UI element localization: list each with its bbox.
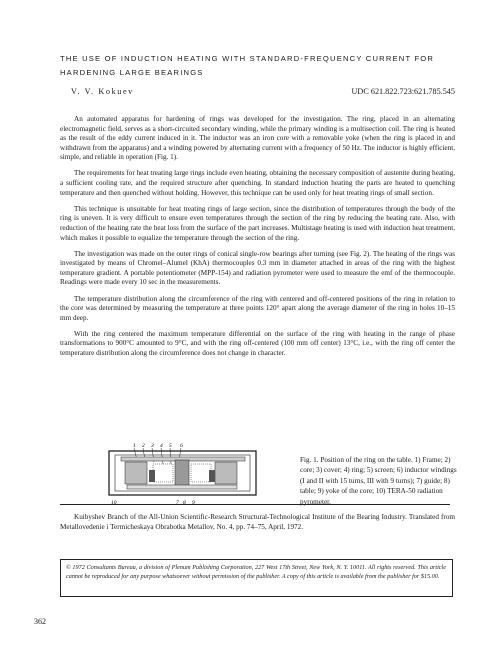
paragraph: This technique is unsuitable for heat treating rings of large section, since the distribution of temperatures through the body of the ring is uneven. It is very difficult to ensure even temperatures through the section of the ring by reducing the heating rate. Also, with reduction of the heating rate the heat loss from the surface of the part increases. Multistage heating is used with induction heat treatment, which makes it possible to equalize the temperature through the section of the ring. [60, 204, 455, 242]
paragraph: With the ring centered the maximum temperature differential on the surface of the ring with heating in the range of phase transformations to 900°C amounted to 9°C, and with the ring off-centered (100 mm off center) 13°C, i.e., with the ring off center the temperature distribution along the circumference does not change in character. [60, 329, 455, 357]
yoke [175, 460, 189, 487]
core-right [215, 462, 237, 484]
paragraph: The investigation was made on the outer rings of conical single-row bearings after turning (see Fig. 2). The heating of the rings was investigated by means of Chromel–Alumel (KhA) thermocouples 0.3 mm in diameter attached in areas of the ring with the highest temperature gradient. A portable potentiometer (MPP-154) and radiation pyrometer were used to measure the emf of the thermocouple. Readings were made every 10 sec in the measurements. [60, 249, 455, 287]
core-left [125, 462, 147, 484]
article-title: THE USE OF INDUCTION HEATING WITH STANDARD-FREQUENCY CURRENT FOR HARDENING LARGE BEARINGS [60, 54, 435, 77]
figure-caption: Fig. 1. Position of the ring on the table. 1) Frame; 2) core; 3) cover; 4) ring; 5) screen; 6) inductor windings (I and II with 15 turns, III with 9 turns); 7) guide; 8) table; 9) yoke of the core; 10) TERA-50 radiation pyrometer. [300, 456, 457, 506]
fig-label-4: 4 [160, 443, 163, 449]
ring [209, 470, 215, 482]
fig-label-3: 3 [151, 443, 154, 449]
inductor-winding [153, 464, 173, 482]
fig-label-9: 9 [192, 500, 195, 506]
fig-label-7: 7 [176, 500, 179, 506]
ring [149, 470, 155, 482]
fig-label-2: 2 [142, 443, 145, 449]
udc-code: UDC 621.822.723:621.785.545 [351, 87, 455, 96]
figure-1-diagram [97, 440, 267, 506]
divider [60, 504, 450, 505]
inductor-winding [191, 464, 211, 482]
table [127, 485, 237, 489]
article-body [60, 115, 455, 365]
author-name: V. V. Kokuev [71, 87, 134, 96]
fig-label-8: 8 [183, 500, 186, 506]
fig-label-6: 6 [180, 443, 183, 449]
fig-label-1: 1 [133, 443, 136, 449]
paragraph: An automated apparatus for hardening of rings was developed for the investigation. The ring, placed in an alternating electromagnetic field, serves as a short-circuited secondary winding, while the primary winding is a multisection coil. The ring is heated as the result of the eddy current induced in it. The inductor was an iron core with a removable yoke (when the ring is placed in and withdrawn from the apparatus) and a winding powered by alternating current with a frequency of 50 Hz. The inductor is highly efficient, simple, and reliable in operation (Fig. 1). [60, 115, 455, 162]
copyright-notice: © 1972 Consultants Bureau, a division of Plenum Publishing Corporation, 227 West 17th Street, New York, N. Y. 10011. All rights reserved. This article cannot be reproduced for any purpose whatsoever without permission of the publisher. A copy of this article is available from the publisher for $15.00. [66, 564, 446, 580]
paragraph: The requirements for heat treating large rings include even heating, obtaining the necessary composition of austenite during heating, a sufficient cooling rate, and the required structure after quenching. In standard induction heating the parts are heated to quenching temperature and then quenched without holding. However, this technique can be used only for heat treating rings of small section. [60, 169, 455, 197]
fig-label-5: 5 [169, 443, 172, 449]
byline [71, 87, 455, 96]
paragraph: The temperature distribution along the circumference of the ring with centered and off-centered positions of the ring in relation to the core was determined by measuring the temperature at three points 120° apart along the average diameter of the ring in holes 10–15 mm deep. [60, 294, 455, 322]
page-number: 362 [34, 617, 46, 626]
affiliation-note: Kuibyshev Branch of the All-Union Scientific-Research Structural-Technological Institute of the Bearing Industry. Translated from Metallovedenie i Termicheskaya Obrabotka Metallov, No. 4, pp. 74–75, April, 1972. [60, 513, 455, 531]
fig-label-10: 10 [111, 500, 117, 506]
